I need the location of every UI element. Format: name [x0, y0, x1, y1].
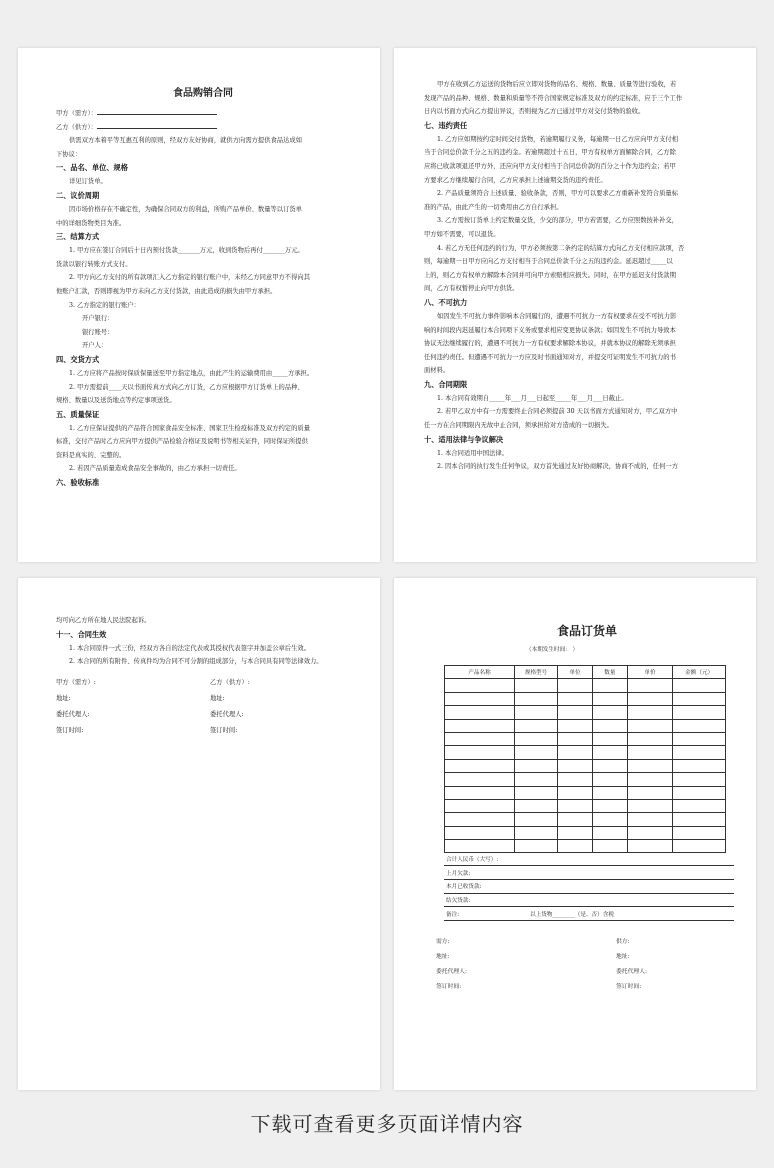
table-cell[interactable] — [627, 799, 673, 812]
text-line: 准的产品，由此产生的一切费用由乙方自行承担。 — [424, 203, 563, 211]
supplier-signature — [616, 935, 726, 995]
table-cell[interactable] — [558, 732, 593, 745]
table-cell[interactable] — [673, 813, 726, 826]
table-cell[interactable] — [592, 799, 627, 812]
column-header: 产品名称 — [445, 666, 515, 679]
table-cell[interactable] — [558, 773, 593, 786]
table-cell[interactable] — [627, 826, 673, 839]
text-line: 应将已收款项退还甲方外，还应向甲方支付相当于合同总价款的百分之十作为违约金；若甲 — [424, 162, 676, 170]
table-cell[interactable] — [514, 759, 557, 772]
summary-row — [444, 853, 734, 866]
table-cell[interactable] — [558, 786, 593, 799]
table-cell[interactable] — [514, 799, 557, 812]
table-cell[interactable] — [445, 732, 515, 745]
buyer-signature — [436, 935, 616, 995]
section-heading: 九、合同期限 — [424, 379, 468, 389]
signature-field: 委托代理人: — [210, 710, 244, 718]
party-b-signature — [210, 675, 360, 739]
text-line: 3. 乙方指定的银行账户： — [69, 301, 140, 309]
section-heading: 四、交货方式 — [56, 354, 100, 364]
table-row — [445, 732, 726, 745]
contract-body — [56, 614, 350, 669]
text-line: 均可向乙方所在地人民法院起诉。 — [56, 617, 151, 624]
remark-row — [444, 907, 734, 921]
text-line: 甲方如不需要，可以退货。 — [424, 230, 500, 238]
fill-in-blank[interactable] — [97, 121, 217, 129]
section-heading: 三、结算方式 — [56, 232, 100, 242]
signature-field: 地址: — [616, 953, 630, 960]
table-cell[interactable] — [445, 759, 515, 772]
text-line: 2. 甲方向乙方支付的所有款项汇入乙方指定的银行账户中，未经乙方同意甲方不得向其 — [69, 274, 310, 282]
table-cell[interactable] — [627, 746, 673, 759]
text-line: 则，每逾期一日甲方应向乙方支付相当于合同总价款千分之五的违约金。延迟超过_____以 — [424, 258, 673, 266]
contract-body — [56, 107, 350, 490]
table-cell[interactable] — [592, 679, 627, 692]
party-a-signature — [56, 675, 210, 739]
text-line: 日内以书面方式向乙方提出异议，否则视为乙方已通过甲方对交付货物的验收。 — [424, 108, 645, 116]
order-table-header — [445, 666, 726, 679]
table-cell[interactable] — [627, 759, 673, 772]
text-line: 间，乙方有权暂停止向甲方供货。 — [424, 285, 519, 293]
text-line: 2. 若因产品质量造成食品安全事故的，由乙方承担一切责任。 — [69, 465, 241, 473]
column-header: 单位 — [558, 666, 593, 679]
table-cell[interactable] — [592, 826, 627, 839]
table-cell[interactable] — [445, 773, 515, 786]
section-heading: 六、验收标准 — [56, 478, 100, 488]
table-cell[interactable] — [514, 786, 557, 799]
summary-label: 合计人民币（大写）: — [444, 853, 734, 866]
table-cell[interactable] — [558, 799, 593, 812]
signature-block — [56, 675, 350, 739]
text-line: 2. 甲方需提前____天以书面传真方式向乙方订货，乙方应根据甲方订货单上的品种、 — [69, 383, 304, 391]
signature-field: 地址: — [56, 694, 71, 702]
table-cell[interactable] — [445, 719, 515, 732]
contract-body — [424, 78, 726, 474]
table-cell[interactable] — [673, 706, 726, 719]
contract-page-1 — [18, 48, 380, 562]
signature-field: 签订时间: — [616, 983, 642, 990]
order-form-page — [394, 578, 756, 1090]
text-line: 资料是真实的、完整的。 — [56, 451, 126, 459]
text-line: 2. 本合同的所有附件、传真件均为合同不可分割的组成部分，与本合同具有同等法律效力。 — [69, 658, 323, 666]
signature-field: 签订时间: — [436, 983, 462, 990]
table-cell[interactable] — [627, 679, 673, 692]
table-cell[interactable] — [445, 679, 515, 692]
text-line: 4. 若乙方无任何违约的行为，甲方必须按第二条约定的结算方式向乙方支付相应款项，否 — [437, 244, 685, 252]
signature-field: 地址: — [436, 953, 450, 960]
text-line: 1. 本合同有效期自_____年___月___日起至_____年___月___日截止。 — [437, 394, 628, 402]
summary-label: 本月已收货款: — [444, 880, 734, 894]
table-cell[interactable] — [673, 773, 726, 786]
table-cell[interactable] — [673, 746, 726, 759]
table-cell[interactable] — [627, 732, 673, 745]
signature-field: 委托代理人: — [436, 968, 467, 975]
text-line: 1. 本合同适用中国法律。 — [437, 449, 508, 457]
table-cell[interactable] — [558, 706, 593, 719]
signature-field: 需方: — [436, 938, 450, 945]
column-header: 规格型号 — [514, 666, 557, 679]
table-cell[interactable] — [558, 759, 593, 772]
signature-field: 签订时间: — [210, 726, 238, 734]
table-cell[interactable] — [514, 773, 557, 786]
text-line: 供需双方本着平等互惠互利的原则，经双方友好协商，就供方向需方提供食品达成如 — [69, 137, 302, 145]
column-header: 数量 — [592, 666, 627, 679]
table-cell[interactable] — [558, 826, 593, 839]
text-line: 任何违约责任。但遭遇不可抗力一方应及时书面通知对方，并提交可证明发生不可抗力的书 — [424, 353, 676, 361]
text-line: 下协议： — [56, 150, 82, 158]
table-row — [445, 840, 726, 853]
table-cell[interactable] — [514, 692, 557, 705]
table-row — [445, 679, 726, 692]
section-heading: 十一、合同生效 — [56, 629, 107, 639]
table-cell[interactable] — [673, 679, 726, 692]
text-line: 响的时间段内迟延履行本合同项下义务或要求相应变更协议条款；如因发生不可抗力导致本 — [424, 326, 676, 334]
text-line: 银行账号： — [82, 328, 114, 336]
order-summary — [444, 853, 734, 921]
signature-field: 供方: — [616, 938, 630, 945]
text-line: 上的，则乙方有权单方解除本合同并可向甲方索赔相应损失。同时，在甲方延迟支付货款期 — [424, 271, 676, 279]
section-heading: 一、品名、单位、规格 — [56, 163, 128, 173]
contract-page-3 — [18, 578, 380, 1090]
table-row — [445, 773, 726, 786]
column-header: 金额（元） — [673, 666, 726, 679]
summary-label: 结欠货款: — [444, 893, 734, 907]
table-row — [445, 799, 726, 812]
fill-in-blank[interactable] — [97, 107, 217, 115]
text-line: 如因发生不可抗力事件影响本合同履行的，遭遇不可抗力一方有权要求在受不可抗力影 — [437, 312, 677, 320]
text-line: 1. 甲方应在签订合同后十日内预付货款_______万元，收到货物后再付_______万元。 — [69, 247, 304, 255]
signature-field: 甲方（需方）: — [56, 678, 96, 686]
table-cell[interactable] — [627, 786, 673, 799]
table-cell[interactable] — [673, 826, 726, 839]
order-period: （本期发生时间： ） — [526, 647, 579, 653]
text-line: 他账户汇款，否则即视为甲方未向乙方支付货款，由此造成的损失由甲方承担。 — [56, 287, 277, 295]
section-heading: 八、不可抗力 — [424, 297, 468, 307]
section-heading: 十、适用法律与争议解决 — [424, 434, 504, 444]
text-line: 3. 乙方需按订货单上约定数量交货，少交的部分，甲方若需要，乙方应照数按补补交， — [437, 217, 678, 225]
signature-field: 签订时间: — [56, 726, 84, 734]
table-cell[interactable] — [673, 692, 726, 705]
text-line: 当于合同总价款千分之五的违约金。若逾期超过十五日，甲方有权单方面解除合同，乙方除 — [424, 149, 676, 157]
text-line: 中的详细货物类目为准。 — [56, 219, 126, 227]
table-cell[interactable] — [673, 719, 726, 732]
table-row — [445, 719, 726, 732]
signature-field: 委托代理人: — [616, 968, 647, 975]
table-row — [445, 706, 726, 719]
table-cell[interactable] — [673, 840, 726, 853]
signature-field: 乙方（供方）: — [210, 678, 250, 686]
table-cell[interactable] — [514, 826, 557, 839]
table-row — [445, 692, 726, 705]
text-line: 货款以银行转账方式支付。 — [56, 260, 132, 268]
section-heading: 五、质量保证 — [56, 409, 100, 419]
text-line: 甲方（需方）： — [56, 107, 350, 121]
summary-row — [444, 893, 734, 907]
table-cell[interactable] — [627, 719, 673, 732]
text-line: 2. 产品质量须符合上述质量、验收条款，否则，甲方可以要求乙方重新补发符合质量标 — [437, 190, 678, 198]
text-line: 2. 因本合同的执行发生任何争议，双方首先通过友好协商解决，协商不成的，任何一方 — [437, 463, 678, 471]
signature-field: 地址: — [210, 694, 225, 702]
order-form-title: 食品订货单 — [556, 624, 617, 638]
text-line: 详见订货单。 — [69, 178, 107, 186]
table-cell[interactable] — [627, 773, 673, 786]
order-table-body — [445, 679, 726, 853]
contract-title: 食品购销合同 — [173, 88, 233, 99]
table-row — [445, 813, 726, 826]
text-line: 甲方在收到乙方运送的货物后应立即对货物的品名、规格、数量、质量等进行验收，若 — [437, 81, 677, 88]
text-line: 乙方（供方）： — [56, 121, 350, 135]
table-row — [445, 746, 726, 759]
contract-page-2 — [394, 48, 756, 562]
text-line: 开户人： — [82, 342, 108, 350]
table-cell[interactable] — [673, 732, 726, 745]
table-cell[interactable] — [558, 840, 593, 853]
table-cell[interactable] — [592, 719, 627, 732]
table-cell[interactable] — [592, 786, 627, 799]
table-cell[interactable] — [673, 799, 726, 812]
summary-row — [444, 866, 734, 880]
table-row — [445, 786, 726, 799]
table-cell[interactable] — [592, 706, 627, 719]
table-cell[interactable] — [627, 840, 673, 853]
order-signature-block — [436, 935, 730, 995]
table-cell[interactable] — [673, 759, 726, 772]
text-line: 面材料。 — [424, 367, 450, 375]
table-cell[interactable] — [514, 679, 557, 692]
table-cell[interactable] — [673, 786, 726, 799]
text-line: 1. 乙方应保证提供的产品符合国家食品安全标准、国家卫生检疫标准及双方约定的质量 — [69, 424, 310, 432]
remark-label: 备注: — [444, 907, 528, 921]
table-cell[interactable] — [514, 840, 557, 853]
summary-label: 上月欠款: — [444, 866, 734, 880]
text-line: 任一方在合同期限内无故中止合同，须承担给对方造成的一切损失。 — [424, 422, 613, 430]
section-heading: 七、违约责任 — [424, 120, 468, 130]
signature-field: 委托代理人: — [56, 710, 90, 718]
text-line: 规格、数量以及送货地点等约定事项送货。 — [56, 397, 176, 405]
remark-text: 以上货物________（是、否）含税 — [528, 907, 734, 921]
order-table — [444, 665, 726, 853]
table-cell[interactable] — [445, 813, 515, 826]
table-cell[interactable] — [558, 692, 593, 705]
table-cell[interactable] — [445, 840, 515, 853]
table-cell[interactable] — [445, 746, 515, 759]
table-cell[interactable] — [445, 706, 515, 719]
table-cell[interactable] — [558, 746, 593, 759]
table-cell[interactable] — [592, 759, 627, 772]
table-cell[interactable] — [627, 706, 673, 719]
text-line: 开户银行： — [82, 315, 114, 323]
table-cell[interactable] — [592, 773, 627, 786]
text-line: 标准，交付产品时乙方应向甲方提供产品检验合格证及说明书等相关证件，同时保证所提供 — [56, 438, 308, 446]
table-row — [445, 826, 726, 839]
text-line: 1. 本合同原件一式三份，经双方各自的法定代表或其授权代表签字并加盖公章后生效。 — [69, 644, 310, 652]
table-cell[interactable] — [445, 786, 515, 799]
table-cell[interactable] — [592, 746, 627, 759]
column-header: 单价 — [627, 666, 673, 679]
table-cell[interactable] — [514, 706, 557, 719]
download-caption: 下载可查看更多页面详情内容 — [250, 1112, 524, 1136]
table-cell[interactable] — [592, 813, 627, 826]
table-cell[interactable] — [445, 799, 515, 812]
text-line: 1. 乙方应如期按约定时间交付货物，若逾期履行义务，每逾期一日乙方应向甲方支付相 — [437, 135, 678, 143]
text-line: 因市场价格存在不确定性，为确保合同双方的利益，所购产品单价、数量等以订货单 — [69, 205, 302, 213]
table-cell[interactable] — [514, 719, 557, 732]
text-line: 1. 乙方应将产品按时保质保量送至甲方指定地点，由此产生的运输费用由_____方承担。 — [69, 369, 314, 377]
text-line: 方要求乙方继续履行合同，乙方应承担上述逾期交货的违约责任。 — [424, 176, 607, 184]
table-cell[interactable] — [514, 732, 557, 745]
table-cell[interactable] — [558, 719, 593, 732]
table-cell[interactable] — [627, 813, 673, 826]
table-cell[interactable] — [514, 746, 557, 759]
table-row — [445, 759, 726, 772]
table-cell[interactable] — [445, 826, 515, 839]
summary-row — [444, 880, 734, 894]
table-cell[interactable] — [445, 692, 515, 705]
table-cell[interactable] — [558, 813, 593, 826]
table-cell[interactable] — [627, 692, 673, 705]
table-cell[interactable] — [592, 840, 627, 853]
table-cell[interactable] — [592, 732, 627, 745]
text-line: 协议无法继续履行的，遭遇不可抗力一方有权要求解除本协议，并就本协议的解除无须承担 — [424, 340, 676, 348]
text-line: 2. 若甲乙双方中有一方需要终止合同必须提前 30 天以书面方式通知对方，甲乙双方中 — [437, 408, 678, 416]
table-cell[interactable] — [592, 692, 627, 705]
table-cell[interactable] — [558, 679, 593, 692]
table-cell[interactable] — [514, 813, 557, 826]
text-line: 发现产品的品种、规格、数量和质量等不符合国家规定标准及双方的约定标准，应于三个工作 — [424, 94, 683, 102]
section-heading: 二、议价周期 — [56, 190, 100, 200]
